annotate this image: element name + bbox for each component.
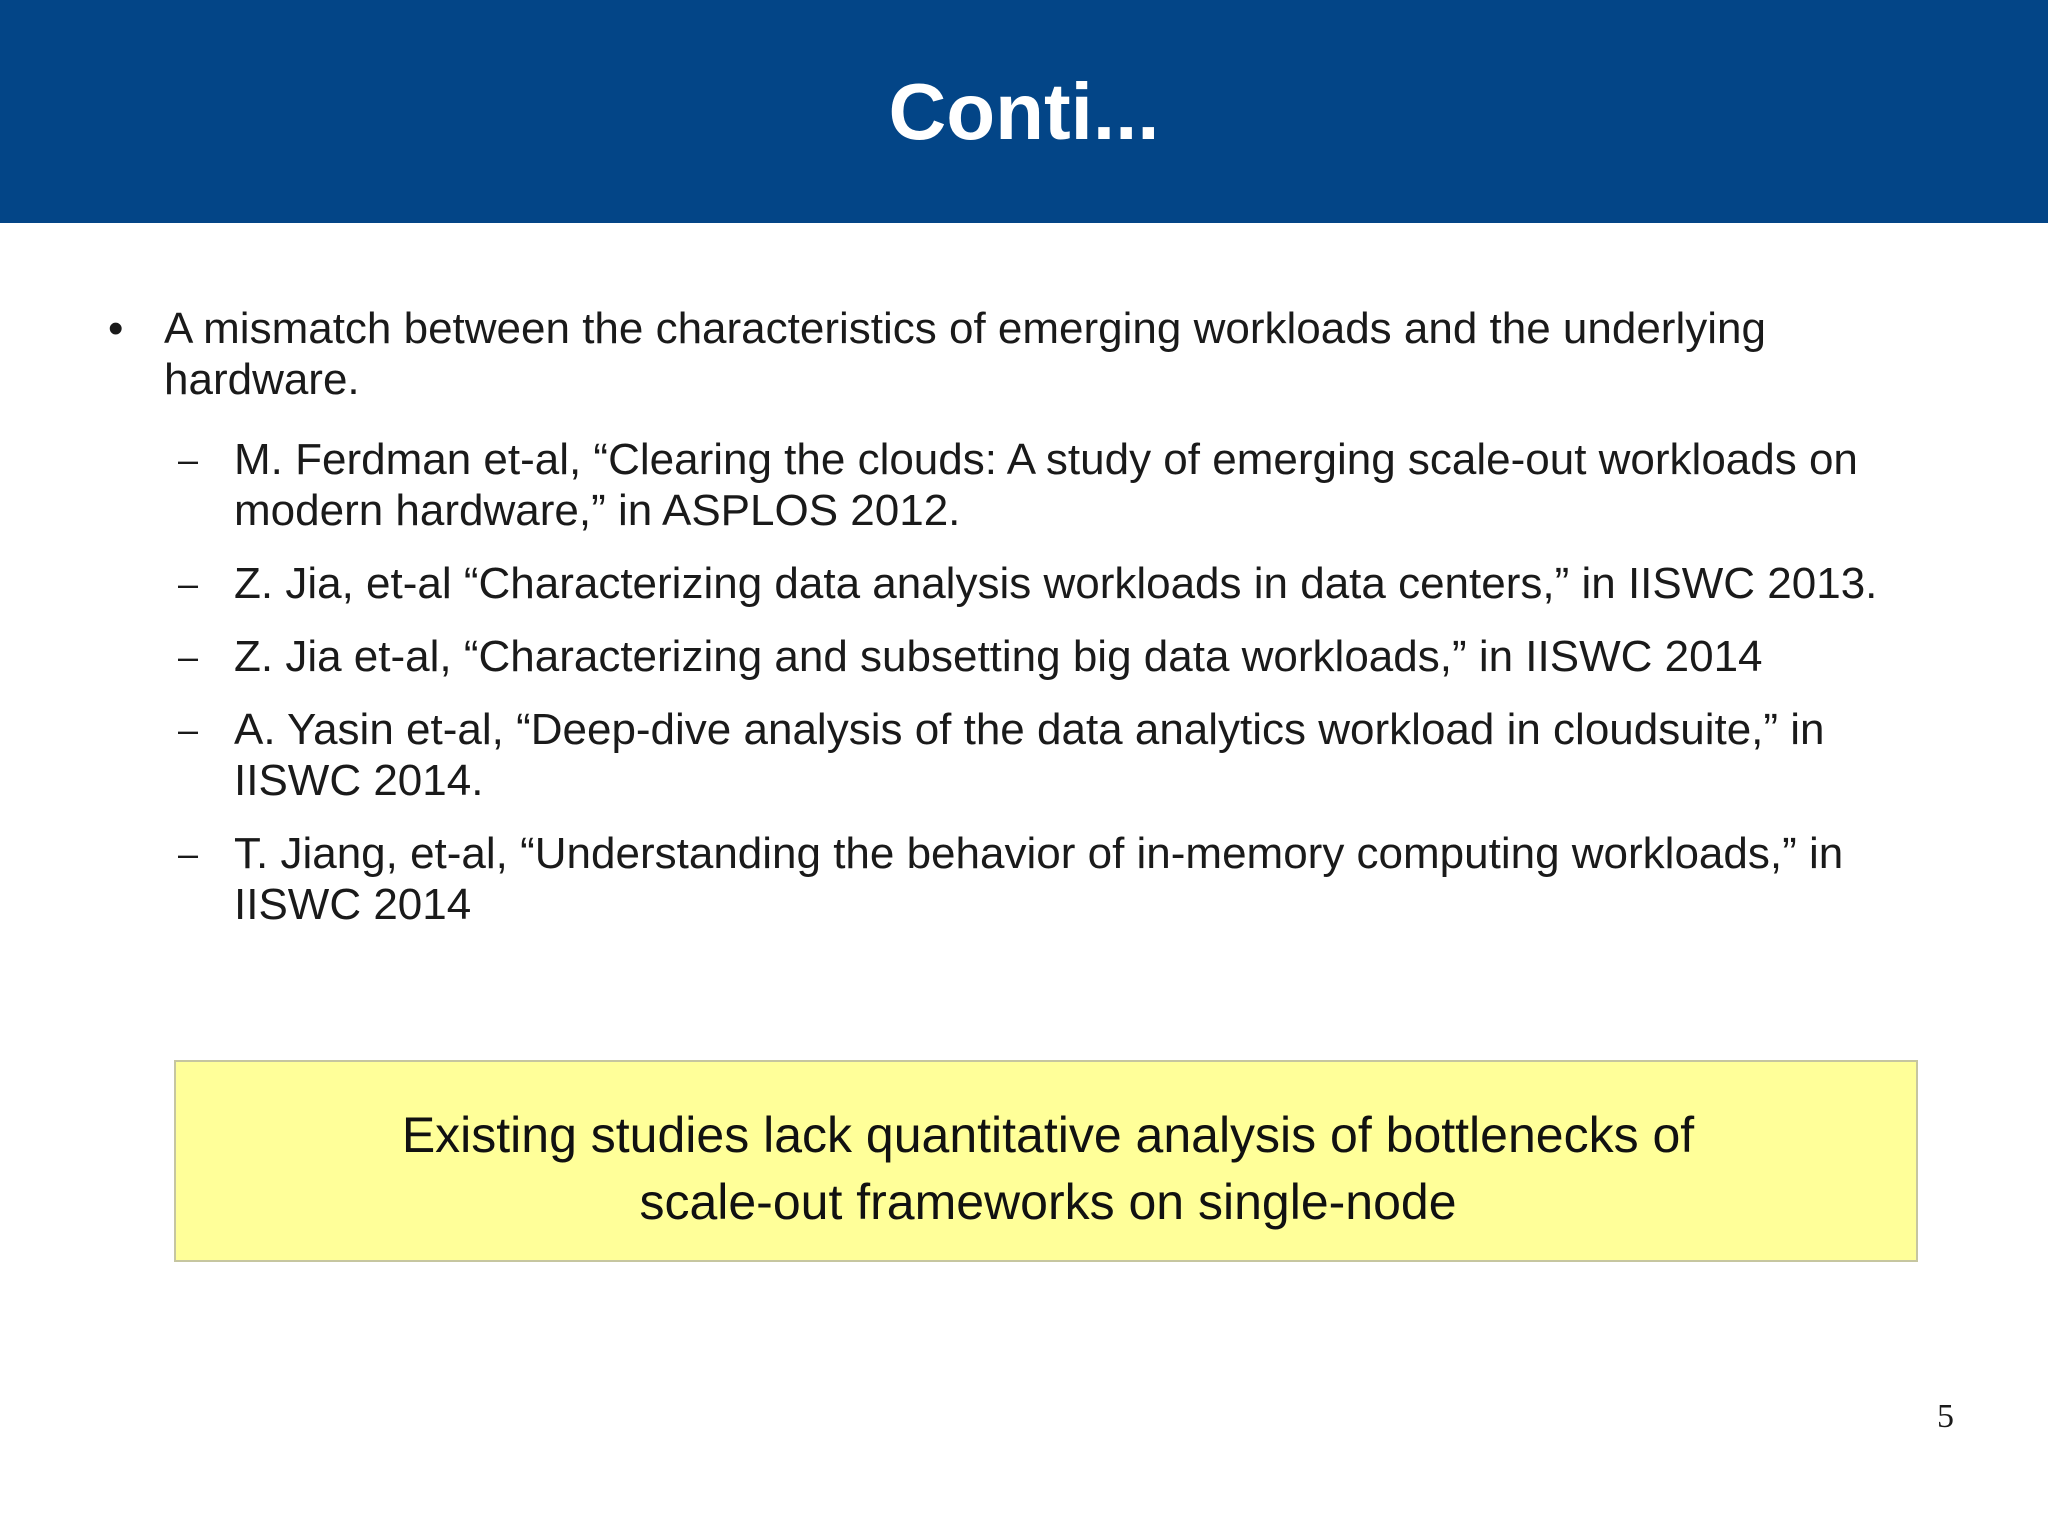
reference-item <box>178 704 2008 806</box>
reference-text: Z. Jia et-al, “Characterizing and subsetting big data workloads,” in IISWC 2014 <box>234 632 1763 681</box>
reference-list <box>178 434 2008 952</box>
main-bullet <box>108 303 2008 405</box>
reference-item <box>178 434 2008 536</box>
dash-icon: – <box>178 563 199 604</box>
dash-icon: – <box>178 439 199 480</box>
dash-icon: – <box>178 636 199 677</box>
reference-text: Z. Jia, et-al “Characterizing data analysis workloads in data centers,” in IISWC 2013. <box>234 559 1878 608</box>
slide-title: Conti... <box>888 67 1160 156</box>
callout-line-2: scale-out frameworks on single-node <box>639 1174 1457 1230</box>
callout-text <box>176 1102 1920 1236</box>
reference-item <box>178 828 2008 930</box>
reference-text: A. Yasin et-al, “Deep-dive analysis of the data analytics workload in cloudsuite,” in IISWC 2014. <box>234 705 1825 805</box>
dash-icon: – <box>178 833 199 874</box>
main-bullet-text: A mismatch between the characteristics of emerging workloads and the underlying hardware. <box>164 304 1766 404</box>
page-number: 5 <box>1937 1398 1954 1435</box>
dash-icon: – <box>178 709 199 750</box>
reference-item <box>178 558 2008 609</box>
reference-text: M. Ferdman et-al, “Clearing the clouds: A study of emerging scale-out workloads on modern hardware,” in ASPLOS 2012. <box>234 435 1858 535</box>
callout-line-1: Existing studies lack quantitative analysis of bottlenecks of <box>401 1107 1695 1163</box>
bullet-icon: • <box>108 304 124 353</box>
conclusion-callout <box>174 1060 1918 1262</box>
reference-item <box>178 631 2008 682</box>
reference-text: T. Jiang, et-al, “Understanding the behavior of in-memory computing workloads,” in IISWC 2014 <box>234 829 1844 929</box>
